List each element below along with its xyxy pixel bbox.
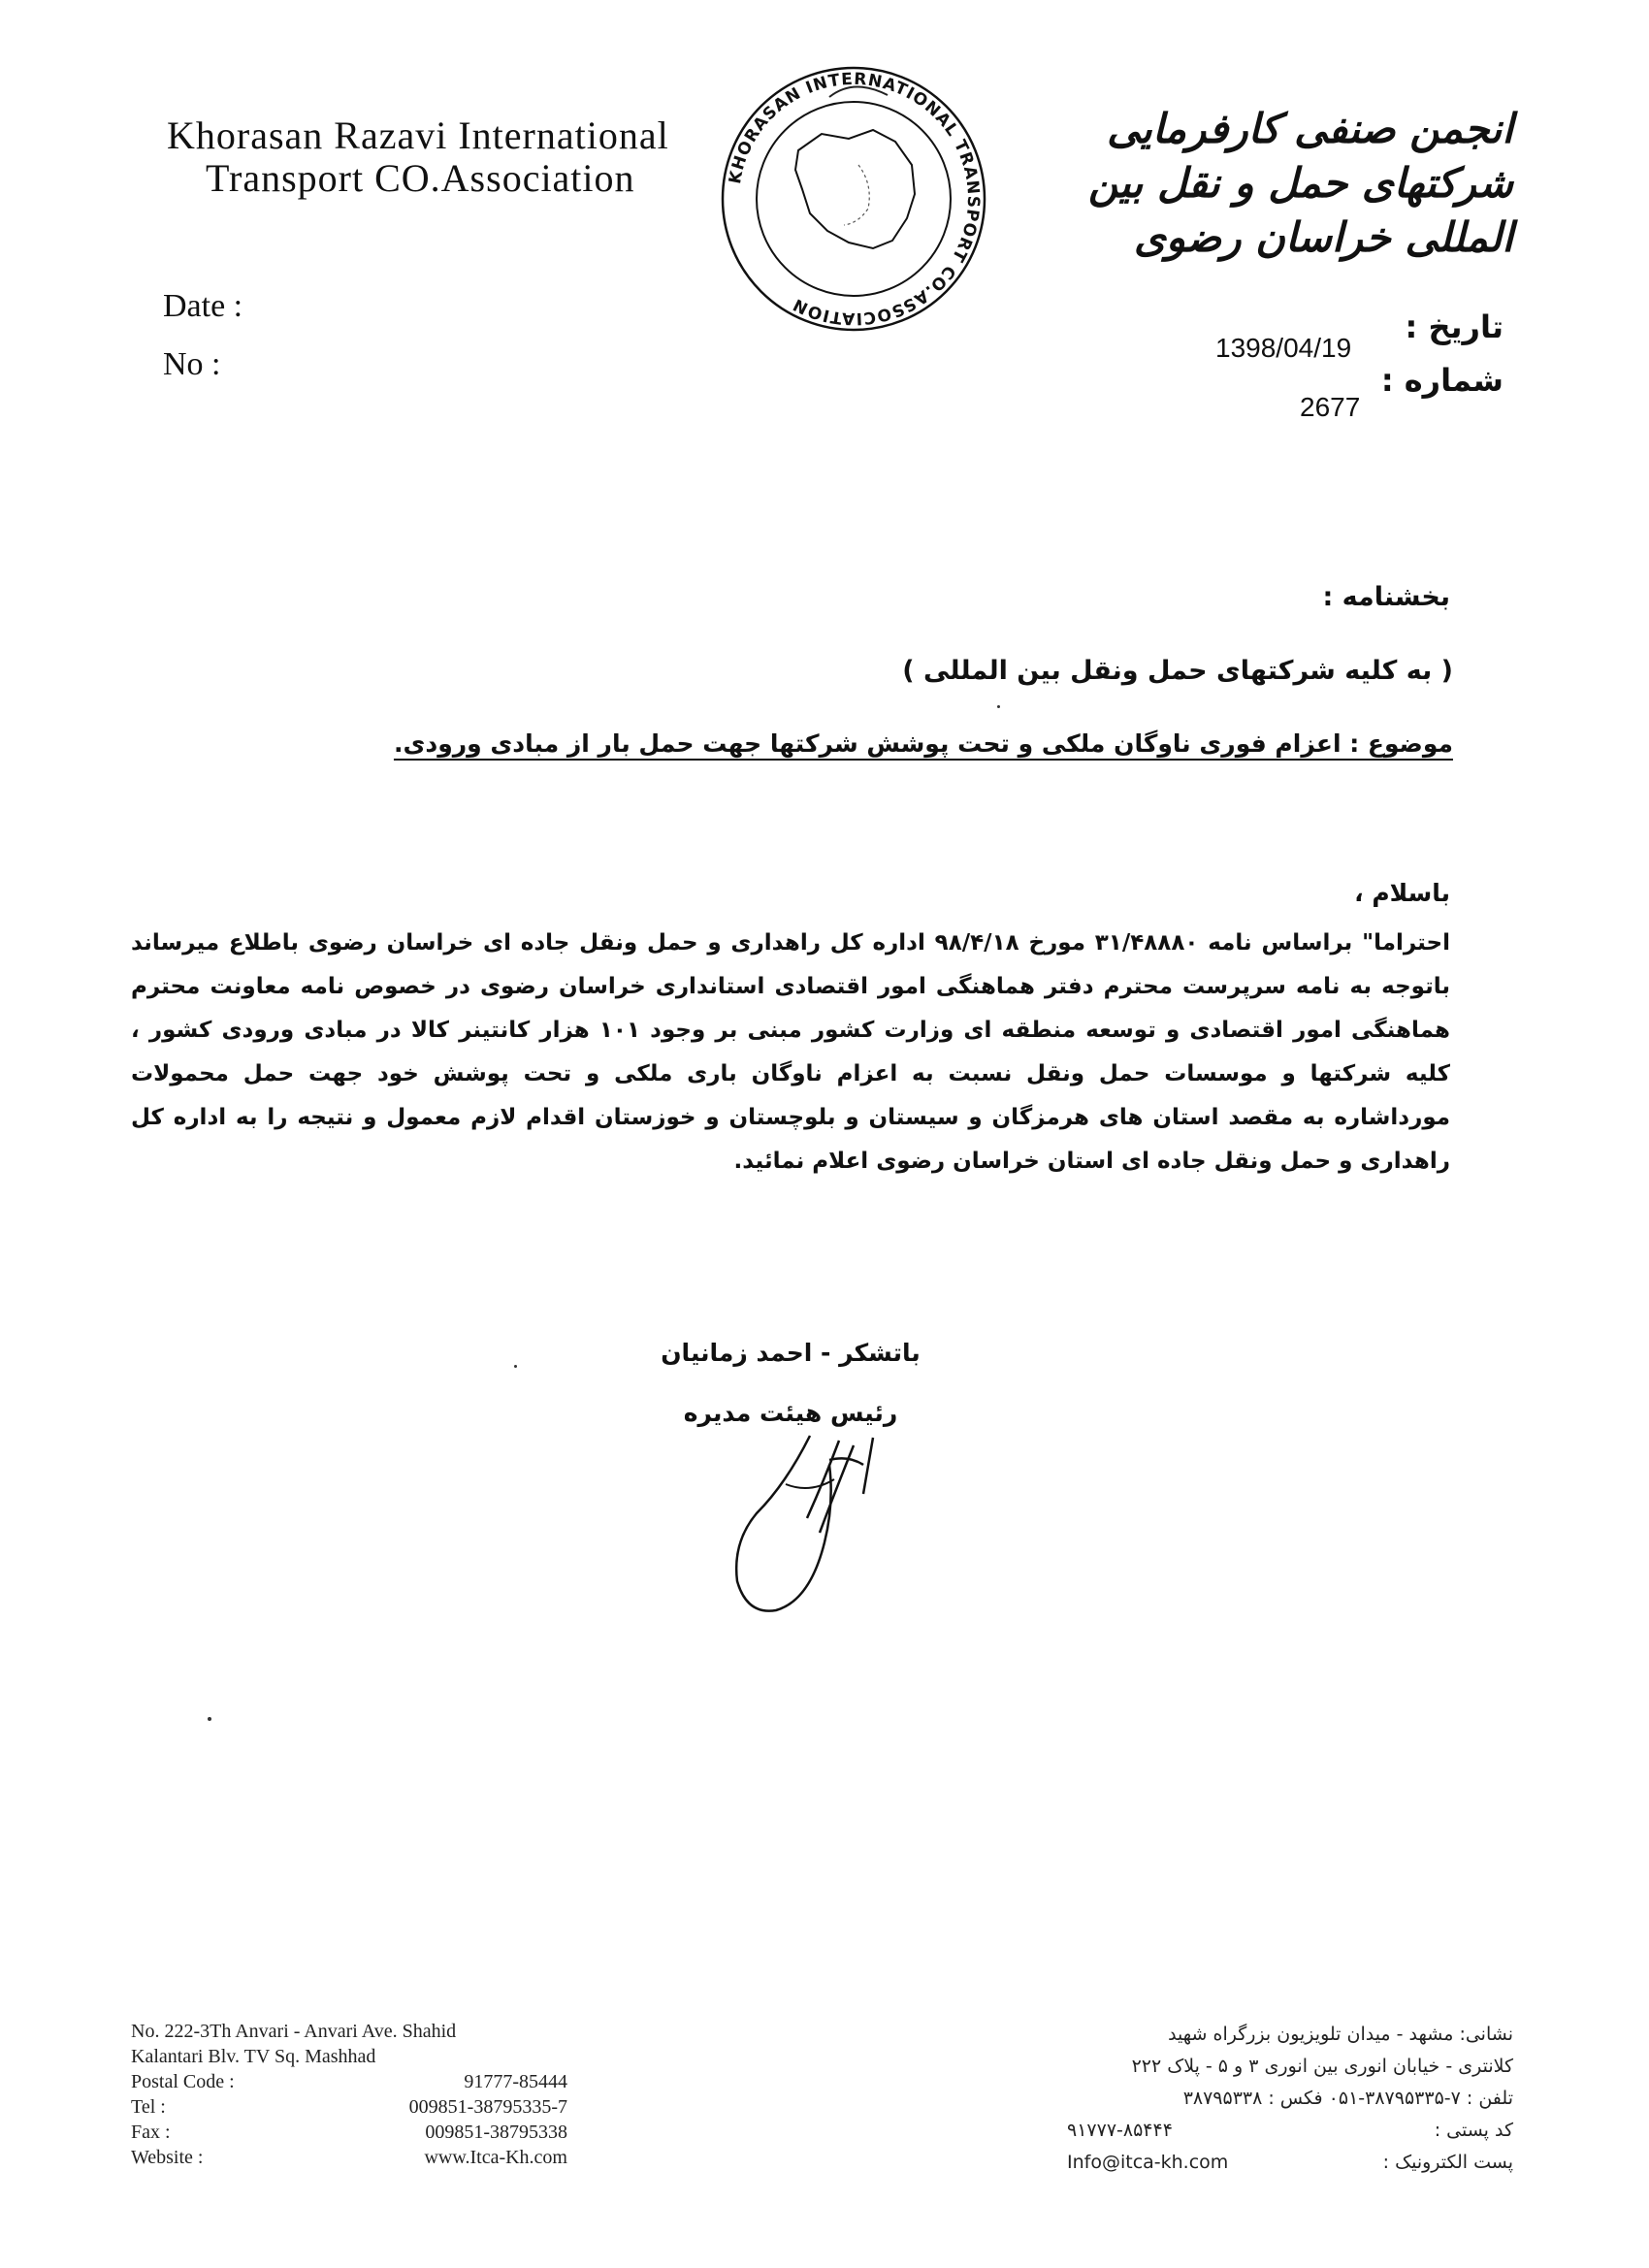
english-name-line2: Transport CO.Association	[206, 156, 635, 200]
letter-number: 2677	[1300, 392, 1361, 422]
email-link[interactable]: Info@itca-kh.com	[1067, 2152, 1229, 2173]
signoff-name: باتشکر - احمد زمانیان	[661, 1339, 921, 1367]
footer-english-contact	[131, 2019, 567, 2170]
footer-address-line2: Kalantari Blv. TV Sq. Mashhad	[131, 2046, 376, 2067]
recipients-line: ( به کلیه شرکتهای حمل ونقل بین المللی )	[902, 656, 1453, 686]
svg-text:KHORASAN INTERNATIONAL TRANSPO	[726, 70, 983, 328]
footer-address-line1: No. 222-3Th Anvari - Anvari Ave. Shahid	[131, 2021, 457, 2042]
number-label-english: No :	[163, 346, 221, 382]
footer-fax-row	[131, 2120, 567, 2145]
association-seal-logo	[713, 58, 994, 340]
letterhead-english-name	[167, 114, 669, 200]
fa-postal-value: ۹۱۷۷۷-۸۵۴۴۴	[1067, 2120, 1173, 2141]
fa-postal-label: کد پستی :	[1434, 2120, 1513, 2141]
website-link[interactable]: www.Itca-Kh.com	[424, 2147, 567, 2168]
greeting: باسلام ،	[1354, 879, 1450, 907]
speck	[208, 1717, 211, 1721]
footer-fa-phone: تلفن : ۷-۳۸۷۹۵۳۳۵-۰۵۱ فکس : ۳۸۷۹۵۳۳۸	[1182, 2088, 1513, 2109]
website-label: Website :	[131, 2147, 204, 2168]
circular-heading: بخشنامه :	[1322, 582, 1450, 612]
footer-fa-postal-row	[1067, 2115, 1513, 2147]
english-name-line1: Khorasan Razavi International	[167, 113, 669, 157]
footer-postal-row	[131, 2069, 567, 2094]
tel-label: Tel :	[131, 2096, 166, 2118]
date-label-persian: تاریخ :	[1405, 308, 1504, 345]
date-label-english: Date :	[163, 288, 243, 324]
speck	[997, 705, 1000, 708]
fa-email-label: پست الکترونیک :	[1382, 2152, 1513, 2173]
footer-fa-address-line1: نشانی: مشهد - میدان تلویزیون بزرگراه شهید	[1168, 2024, 1513, 2045]
number-label-persian: شماره :	[1380, 362, 1504, 399]
subject-line: موضوع : اعزام فوری ناوگان ملکی و تحت پوشش شرکتها جهت حمل بار از مبادی ورودی.	[393, 729, 1453, 758]
footer-fa-email-row	[1067, 2147, 1513, 2179]
handwritten-signature	[718, 1426, 888, 1625]
body-paragraph: احتراما" براساس نامه ۳۱/۴۸۸۸۰ مورخ ۹۸/۴/۱۸ اداره کل راهداری و حمل ونقل جاده ای خراسان رضوی باطلاع میرساند باتوجه به نامه سرپرست محترم دفتر هماهنگی امور اقتصادی استانداری خراسان رضوی در خصوص نامه معاونت محترم هماهنگی امور اقتصادی و توسعه منطقه ای وزارت کشور مبنی بر وجود ۱۰۱ هزار کانتینر کالا در مبادی ورودی کشور ، کلیه شرکتها و موسسات حمل ونقل نسبت به اعزام ناوگان باری ملکی و تحت پوشش خود جهت حمل محمولات مورداشاره به مقصد استان های هرمزگان و سیستان و بلوچستان و خوزستان اقدام لازم معمول و نتیجه را به اداره کل راهداری و حمل ونقل جاده ای استان خراسان رضوی اعلام نمائید.	[131, 930, 1450, 1174]
postal-label: Postal Code :	[131, 2071, 235, 2092]
letterhead-persian-name: انجمن صنفی کارفرمایی شرکتهای حمل و نقل بین المللی خراسان رضوی	[1088, 105, 1513, 261]
footer-persian-contact	[1067, 2019, 1513, 2179]
fax-label: Fax :	[131, 2122, 171, 2143]
footer-fa-address-line2: کلانتری - خیابان انوری بین انوری ۳ و ۵ - پلاک ۲۲۲	[1131, 2056, 1513, 2077]
seal-text: KHORASAN INTERNATIONAL TRANSPORT CO.ASSOCIATION	[725, 69, 984, 329]
footer-tel-row	[131, 2094, 567, 2120]
fax-value: 009851-38795338	[425, 2122, 567, 2143]
letter-date: 1398/04/19	[1215, 333, 1352, 363]
speck	[514, 1365, 517, 1368]
signer-position: رئیس هیئت مدیره	[683, 1399, 898, 1427]
footer-website-row	[131, 2145, 567, 2170]
tel-value: 009851-38795335-7	[408, 2096, 567, 2118]
postal-value: 91777-85444	[464, 2071, 567, 2092]
